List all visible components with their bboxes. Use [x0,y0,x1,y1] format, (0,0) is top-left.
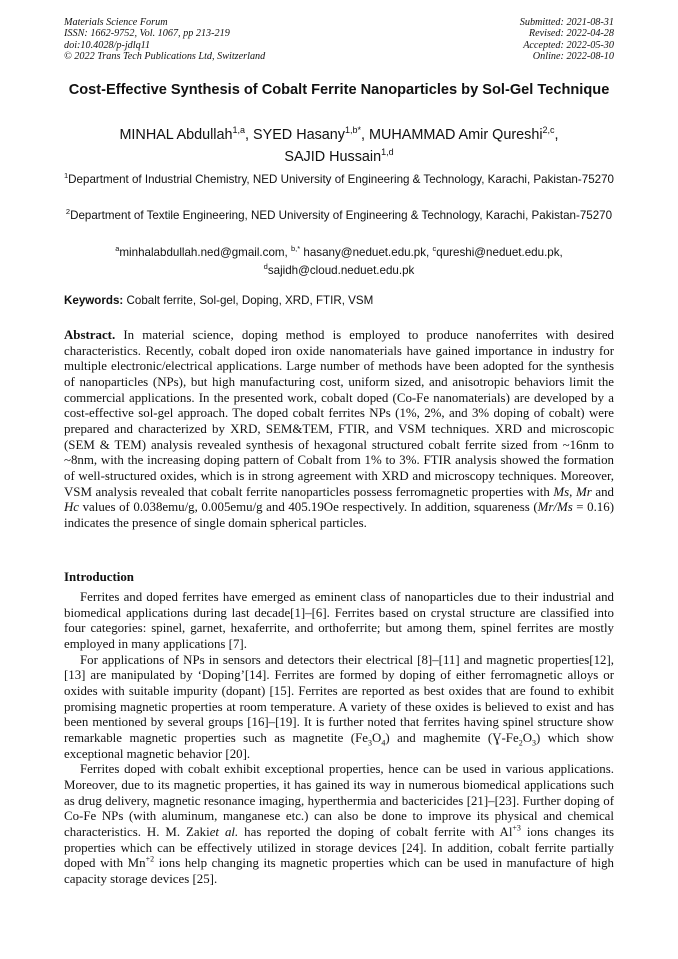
email-link[interactable]: qureshi@neduet.edu.pk, [436,246,563,259]
paragraph-text: ) which show exceptional magnetic behavior [20]. [64,730,614,761]
affiliation-2 [64,207,614,225]
journal-name: Materials Science Forum [64,17,168,28]
affiliation-marker: 1 [64,171,69,181]
abstract-symbol: Mr/Ms [537,500,573,515]
email-marker: b,* [291,244,301,254]
email-marker: a [115,244,120,254]
abstract-text: and [591,484,614,499]
abstract-label: Abstract. [64,328,116,342]
affiliation-marker: 2 [65,207,71,217]
email-marker: d [263,262,268,272]
author-emails [64,244,614,280]
author-list: MINHAL Abdullah$^{1,a}$, SYED Hasany$^{1,b*}$, MUHAMMAD Amir Qureshi$^{2,c}$, SAJID Hussain$^{1,d}$ [119,125,559,165]
author-name: MINHAL Abdullah [119,127,233,143]
superscript: +3 [512,823,521,833]
subscript: 4 [381,738,386,748]
online-date: Online: 2022-08-10 [532,50,614,62]
abstract-text: , [569,484,576,499]
subscript: 3 [532,738,537,748]
abstract-text: In material science, doping method is employed to produce nanoferrites with desired characteristics. Recently, cobalt doped iron oxide nanomaterials have gained importance in industry for multiple electronic/electrical applications. Large number of methods have been adopted for the synthesis of nanoparticles (NPs), but high manufacturing cost, uniform sized, and anisotropic behaviors limit the commercial applications. In the presented work, cobalt doped (Co-Fe nanomaterials) are developed by a cost-effective sol-gel approach. The doped cobalt ferrites NPs (1%, 2%, and 3% doping of cobalt) were prepared and characterized by XRD, SEM&TEM, FTIR, and VSM techniques. XRD and microscopic (SEM & TEM) analysis revealed synthesis of hexagonal structured cobalt ferrite sized from ~16nm to ~8nm, with the increasing doping pattern of Cobalt from 1% to 3%. FTIR analysis showed the formation of well-structured oxides, which is in strong agreement with XRD and microscopy techniques. Moreover, VSM analysis revealed that cobalt ferrite nanoparticles possess ferromagnetic properties with [64,328,614,499]
journal-header [64,17,614,65]
author-name: MUHAMMAD Amir Qureshi [369,127,543,143]
email-link[interactable]: sajidh@cloud.neduet.edu.pk [267,264,415,277]
paragraph-text: O [522,730,533,745]
accepted-date: Accepted: 2022-05-30 [523,39,614,51]
subscript: 3 [368,738,372,748]
abstract-symbol: Ms [553,484,570,499]
section-heading-introduction: Introduction [64,570,134,584]
author-affiliation-marker: 1,b* [345,125,362,136]
italic-text: et al. [209,824,239,839]
abstract-text: values of 0.038emu/g, 0.005emu/g and 405.19Oe respectively. In addition, squareness ( [79,500,538,515]
affiliation-1 [64,171,614,189]
keywords-label: Keywords: [64,294,124,307]
introduction-body [64,590,614,887]
paragraph-text: O [372,730,382,745]
paragraph-text: has reported the doping of cobalt ferrite with Al [238,824,513,839]
paragraph-text: ions changes its properties which can be effectively utilized in storage devices [24]. In addition, cobalt ferrite partially doped with Mn [64,824,615,871]
journal-info [64,17,265,62]
keywords-text: Cobalt ferrite, Sol-gel, Doping, XRD, FTIR, VSM [126,294,374,307]
email-link[interactable]: hasany@neduet.edu.pk, [300,246,433,259]
paragraph: Ferrites and doped ferrites have emerged as eminent class of nanoparticles due to their industrial and biomedical applications during last decade[1]–[6]. Ferrites based on crystal structure are classified into four categories: spinel, garnet, hexaferrite, and orthoferrite; but among them, spinel ferrites are mostly employed in many applications [7]. [64,590,614,651]
journal-issn: ISSN: 1662-9752, Vol. 1067, pp 213-219 [64,28,230,40]
abstract [64,328,614,532]
paragraph-text: For applications of NPs in sensors and detectors their electrical [8]–[11] and magnetic properties[12], [13] are manipulated by ‘Doping’[14]. Ferrites are formed by doping of either ferromagnetic alloys or oxides with suitable impurity (dopant) [15]. Ferrites are reported as best oxides that are found to exhibit promising magnetic properties at room temperature. A variety of these oxides is believed to exist and has been mentioned by several groups [16]–[19]. It is further noted that ferrites having spinel structure show remarkable magnetic properties such as magnetite (Fe [64,652,614,745]
author-affiliation-marker: 2,c [542,125,555,136]
affiliation-text: Department of Textile Engineering, NED University of Engineering & Technology, Karachi, Pakistan-75270 [70,209,613,222]
journal-doi[interactable]: doi:10.4028/p-jdlq11 [64,39,151,51]
email-marker: c [432,244,437,254]
submitted-date: Submitted: 2021-08-31 [519,17,614,28]
paragraph-text: ions help changing its magnetic properties which can be used in manufacture of high capacity storage devices [25]. [64,856,614,886]
keywords [64,293,614,309]
abstract-symbol: Mr [576,484,592,499]
superscript: +2 [145,854,155,864]
author-name: SYED Hasany [253,127,345,143]
paragraph [64,762,614,887]
paragraph [64,653,614,763]
paragraph-text: ) and maghemite (Ɣ-Fe [385,730,519,745]
email-link[interactable]: minhalabdullah.ned@gmail.com, [119,246,291,259]
abstract-symbol: Hc [64,500,80,515]
publication-dates [520,17,614,62]
paragraph-text: Ferrites doped with cobalt exhibit exceptional properties, hence can be used in various applications. Moreover, due to its magnetic properties, it has gained its way in numerous biomedical applications such as drug delivery, magnetic resonance imaging, hyperthermia and bactericides [21]–[23]. Further doping of Co-Fe NPs (with aluminum, manganese etc.) can also be done to improve its physical and chemical characteristics. H. M. Zaki [64,762,614,839]
abstract-text: = 0.16) indicates the presence of single domain spherical particles. [64,500,614,530]
author-affiliation-marker: 1,d [381,146,394,157]
paper-title: Cost-Effective Synthesis of Cobalt Ferrite Nanoparticles by Sol-Gel Technique [68,82,610,98]
revised-date: Revised: 2022-04-28 [528,28,614,40]
subscript: 2 [518,738,523,748]
affiliation-text: Department of Industrial Chemistry, NED University of Engineering & Technology, Karachi, Pakistan-75270 [68,173,614,186]
journal-copyright: © 2022 Trans Tech Publications Ltd, Switzerland [64,50,266,62]
author-name: SAJID Hussain [284,148,382,165]
author-affiliation-marker: 1,a [232,125,246,136]
